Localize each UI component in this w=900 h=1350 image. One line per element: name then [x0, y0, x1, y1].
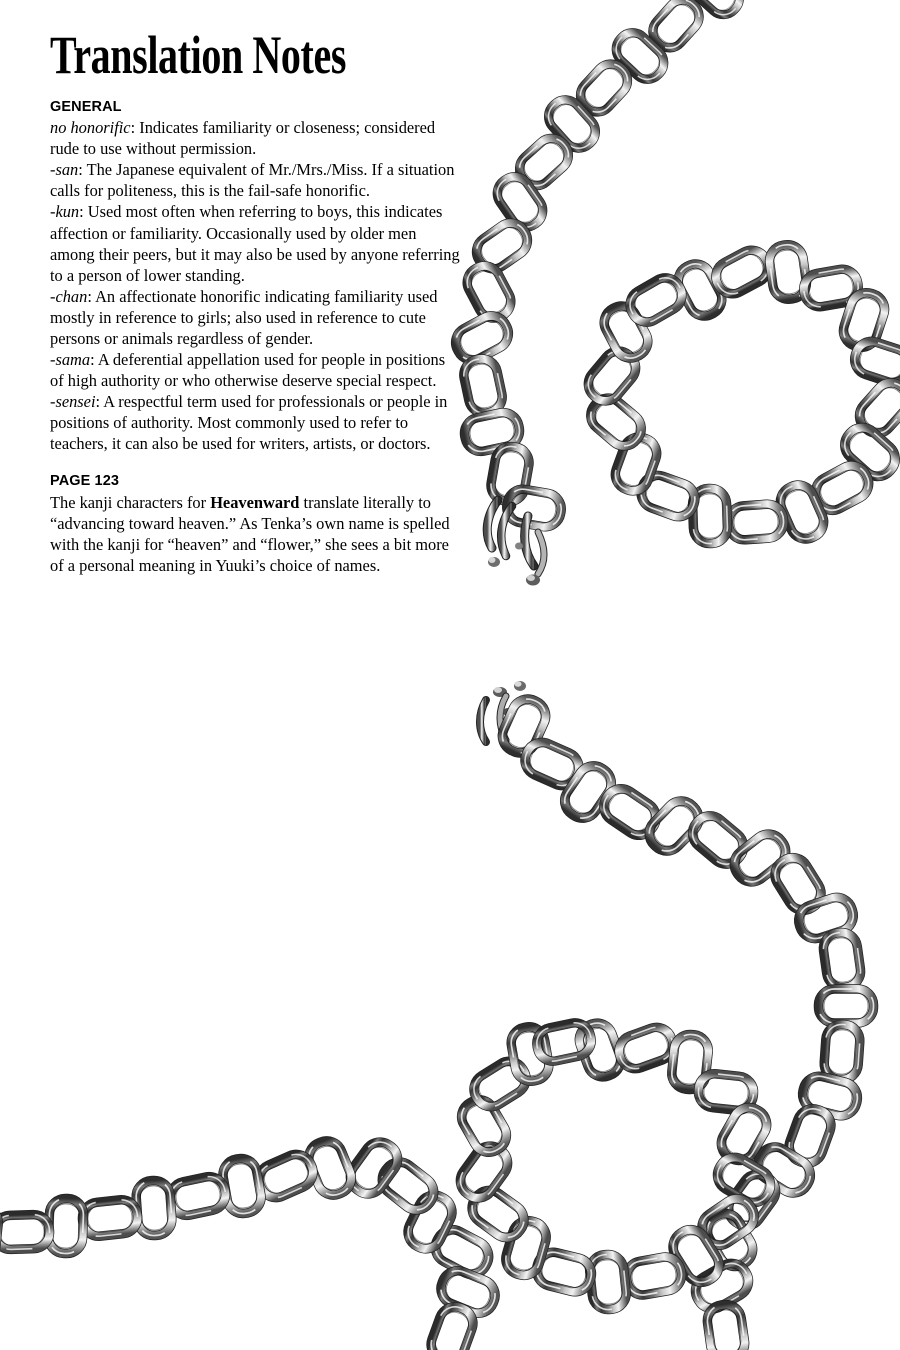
chain-strand-bottom-tail [427, 1266, 500, 1350]
page-123-bold-term: Heavenward [210, 492, 300, 512]
term-sama: -sama [50, 349, 91, 369]
page-123-text-part1: The kanji characters for [50, 492, 211, 512]
chain-broken-end-upper [487, 500, 544, 586]
entry-text: The Japanese equivalent of Mr./Mrs./Miss. If a situation calls for politeness, this is the fail-safe honorific. [50, 160, 455, 201]
chain-strand-top [450, 0, 746, 529]
entry-separator: : [130, 118, 140, 138]
entry-sama [50, 349, 462, 391]
entry-kun [50, 201, 462, 285]
page-title: Translation Notes [50, 25, 347, 85]
entry-text: A respectful term used for professionals or people in positions of authority. Most commonly used to refer to teachers, it can also be used for writers, artists, or doctors. [50, 392, 448, 454]
entry-text: A deferential appellation used for people in positions of high authority or who otherwise deserve special respect. [50, 349, 446, 391]
entry-separator: : [79, 202, 88, 222]
entry-text: An affectionate honorific indicating familiarity used mostly in reference to girls; also used in reference to cute persons or animals regardless of gender. [50, 286, 438, 348]
entry-separator: : [95, 392, 104, 412]
entry-san [50, 159, 462, 201]
chain-strand-bottom-left [0, 1136, 494, 1280]
entry-chan [50, 286, 462, 349]
entry-sensei [50, 391, 462, 454]
chain-loop-lower [454, 1019, 776, 1311]
chain-loop-upper [582, 243, 900, 544]
section-heading-page-123: PAGE 123 [50, 473, 120, 490]
term-kun: -kun [50, 202, 80, 222]
section-page-123 [50, 472, 462, 575]
entry-separator: : [78, 160, 87, 180]
term-chan: -chan [50, 286, 88, 306]
section-general [50, 98, 462, 454]
term-no-honorific: no honorific [50, 118, 131, 138]
entry-separator: : [87, 286, 96, 306]
chain-broken-end-lower [480, 681, 526, 742]
term-san: -san [50, 160, 79, 180]
entry-separator: : [90, 349, 98, 369]
section-heading-general: GENERAL [50, 99, 122, 115]
chain-strand-middle [497, 694, 873, 1350]
translation-notes-text-column [50, 25, 462, 576]
entry-text: Indicates familiarity or closeness; considered rude to use without permission. [50, 118, 436, 159]
entry-no-honorific [50, 117, 462, 159]
entry-text: Used most often when referring to boys, this indicates affection or familiarity. Occasionally used by older men among their peers, but it may also be used by anyone referring to a person of lower standing. [50, 202, 460, 285]
term-sensei: -sensei [50, 392, 96, 412]
page-123-text-part2: translate literally to “advancing toward heaven.” As Tenka’s own name is spelled with the kanji for “heaven” and “flower,” she sees a bit more of a personal meaning in Yuuki’s choice of names. [50, 492, 450, 575]
entry-page-123-body [50, 492, 462, 576]
